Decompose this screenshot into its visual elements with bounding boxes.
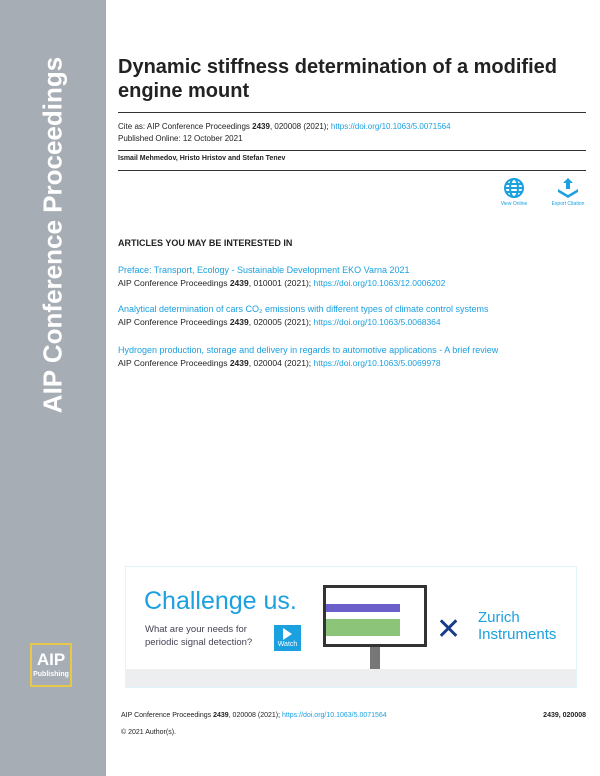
related-article: Preface: Transport, Ecology - Sustainable Development EKO Varna 2021 AIP Conference Proceedings 2439, 010001 (2021); https://doi.org/10.1063/12.0006202 [118,265,446,288]
advertisement-banner[interactable] [125,566,577,688]
doi-link[interactable]: https://doi.org/10.1063/5.0071564 [282,712,387,719]
doi-link[interactable]: https://doi.org/10.1063/5.0069978 [313,358,441,368]
copyright: © 2021 Author(s). [121,729,176,736]
article-title-link[interactable]: Analytical determination of cars CO₂ emissions with different types of climate control systems [118,304,489,314]
published-date: Published Online: 12 October 2021 [118,134,243,143]
zurich-instruments-brand: Zurich Instruments [478,609,557,643]
doi-link[interactable]: https://doi.org/10.1063/5.0071564 [330,122,451,131]
page-title: Dynamic stiffness determination of a modified engine mount [118,56,557,102]
authors: Ismail Mehmedov, Hristo Hristov and Stefan Tenev [118,155,286,162]
article-title-link[interactable]: Hydrogen production, storage and delivery in regards to automotive applications - A brief review [118,345,499,355]
article-title-link[interactable]: Preface: Transport, Ecology - Sustainable Development EKO Varna 2021 [118,265,410,275]
divider [118,150,586,151]
divider [118,170,586,171]
zurich-logo-icon: ✕ [436,613,462,646]
view-online-button[interactable]: View Online [494,177,534,207]
globe-icon [503,177,525,199]
doi-link[interactable]: https://doi.org/10.1063/12.0006202 [313,278,446,288]
aip-publishing-logo: AIP Publishing [30,643,72,687]
journal-vertical-title: AIP Conference Proceedings [37,56,68,414]
divider [118,112,586,113]
doi-link[interactable]: https://doi.org/10.1063/5.0068364 [313,317,441,327]
page-number: 2439, 020008 [543,712,586,719]
ad-headline: Challenge us. [144,587,297,615]
related-heading: ARTICLES YOU MAY BE INTERESTED IN [118,238,293,248]
sidebar [0,0,106,776]
citation: Cite as: AIP Conference Proceedings 2439, 020008 (2021); https://doi.org/10.1063/5.0071564 Published Online: 12 October 2021 [118,122,451,143]
watch-button[interactable]: Watch [274,625,301,651]
footer-citation: AIP Conference Proceedings 2439, 020008 (2021); https://doi.org/10.1063/5.0071564 [121,712,387,719]
export-citation-button[interactable]: Export Citation [548,177,588,207]
ad-subtext: What are your needs for periodic signal detection? [145,624,253,648]
monitor-image [323,585,427,647]
related-article: Hydrogen production, storage and delivery in regards to automotive applications - A brief review AIP Conference Proceedings 2439, 020004 (2021); https://doi.org/10.1063/5.0069978 [118,345,499,368]
export-icon [556,177,580,199]
related-article: Analytical determination of cars CO₂ emissions with different types of climate control systems AIP Conference Proceedings 2439, 020005 (2021); https://doi.org/10.1063/5.0068364 [118,304,489,327]
play-icon [283,628,292,640]
